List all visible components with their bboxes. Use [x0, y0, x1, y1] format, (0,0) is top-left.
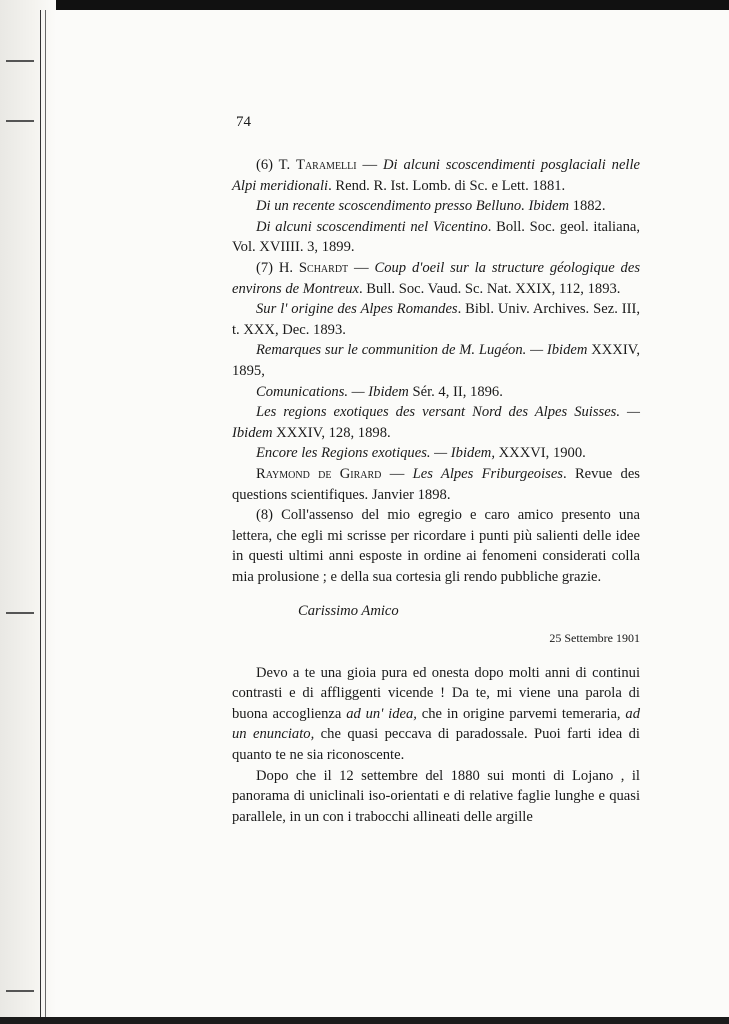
ref-title: Di alcuni scoscendimenti posglaciali nelle Alpi meridionali: [232, 157, 641, 194]
ref-title: Les Alpes Friburgeoises: [412, 465, 563, 482]
reference-7: [232, 258, 640, 299]
scan-top-edge: [0, 0, 729, 10]
ref-source: 1882.: [569, 198, 606, 215]
letter-paragraph-2: Dopo che il 12 settembre del 1880 sui monti di Lojano , il panorama di uniclinali iso-orientati e di relative faglie lunghe e quasi parallele, in un con i trabocchi allineati delle argille: [232, 767, 640, 825]
book-binding-edge: [0, 0, 56, 1024]
ref-source: . Revue des questions scientifiques. Janvier 1898.: [232, 465, 640, 503]
letter-paragraph-1: [232, 663, 640, 766]
ref-source: . Rend. R. Ist. Lomb. di Sc. e Lett. 1881.: [328, 177, 566, 194]
ref-title: Sur l' origine des Alpes Romandes: [256, 301, 458, 318]
ref-source: . Bibl. Univ. Archives. Sez. III, t. XXX, Dec. 1893.: [232, 301, 640, 338]
reference-7f: [232, 443, 640, 464]
reference-7e: [232, 402, 640, 443]
binding-mark: [6, 612, 34, 614]
ref-author: Raymond de Girard: [256, 465, 382, 482]
ref-source: XXXIV, 1895,: [232, 342, 640, 379]
ref-author: Schardt: [298, 259, 349, 276]
note-8: (8) Coll'assenso del mio egregio e caro amico presento una lettera, che egli mi scrisse per ricordare i punti più salienti delle idee in questi ultimi anni esposte in ordine ai fenomeni considerati colla mia prolusione ; e della sua cortesia gli rendo pubbliche grazie.: [232, 507, 640, 585]
letter-text: che quasi peccava di paradossale. Puoi farti idea di quanto te ne sia riconoscente.: [232, 726, 640, 764]
reference-6c: [232, 217, 640, 258]
binding-rule: [45, 10, 46, 1017]
ref-source: Sér. 4, II, 1896.: [408, 383, 503, 400]
reference-7d: [232, 382, 640, 403]
ref-source: XXXIV, 128, 1898.: [272, 424, 391, 441]
ref-title: Di un recente scoscendimento presso Belluno. Ibidem: [256, 198, 570, 215]
ref-title: Encore les Regions exotiques. — Ibidem,: [256, 445, 495, 462]
salutation-text: Carissimo Amico: [298, 603, 399, 620]
ref-dash: —: [381, 465, 413, 482]
ref-title: Coup d'oeil sur la structure géologique des environs de Montreux: [232, 259, 640, 297]
letter-emphasis: ad un enunciato,: [232, 705, 640, 743]
binding-mark: [6, 990, 34, 992]
reference-6b: [232, 196, 640, 217]
reference-7c: [232, 340, 640, 381]
ref-title: Comunications. — Ibidem: [256, 383, 409, 400]
letter-text: che in origine parvemi temeraria,: [416, 705, 626, 722]
ref-author: Taramelli: [296, 157, 357, 173]
letter-text: Devo a te una gioia pura ed onesta dopo molti anni di continui contrasti e di affliggenti vicende ! Da te, mi viene una parola di buona accoglienza: [232, 664, 640, 722]
ref-title: Remarques sur le communition de M. Lugéon. — Ibidem: [256, 342, 588, 359]
letter-emphasis: ad un' idea,: [346, 705, 417, 722]
binding-rule: [40, 10, 41, 1017]
page-body: [232, 155, 640, 827]
ref-number: (7) H.: [256, 259, 299, 276]
binding-mark: [6, 120, 34, 122]
ref-number: (6) T.: [256, 157, 297, 173]
ref-dash: —: [348, 259, 375, 276]
letter-date: 25 Settembre 1901: [549, 631, 640, 646]
reference-6: [232, 155, 640, 196]
scan-bottom-edge: [0, 1017, 729, 1024]
letter-salutation: [298, 601, 640, 622]
page-number: 74: [236, 114, 251, 130]
ref-source: XXXVI, 1900.: [494, 445, 586, 462]
ref-source: . Bull. Soc. Vaud. Sc. Nat. XXIX, 112, 1893.: [358, 280, 621, 297]
binding-mark: [6, 60, 34, 62]
ref-title: Les regions exotiques des versant Nord des Alpes Suisses. — Ibidem: [232, 404, 640, 441]
reference-7g: [232, 464, 640, 505]
reference-7b: [232, 299, 640, 340]
ref-title: Di alcuni scoscendimenti nel Vicentino: [256, 218, 488, 235]
ref-dash: —: [356, 157, 383, 173]
ref-source: . Boll. Soc. geol. italiana, Vol. XVIIII. 3, 1899.: [232, 218, 640, 256]
